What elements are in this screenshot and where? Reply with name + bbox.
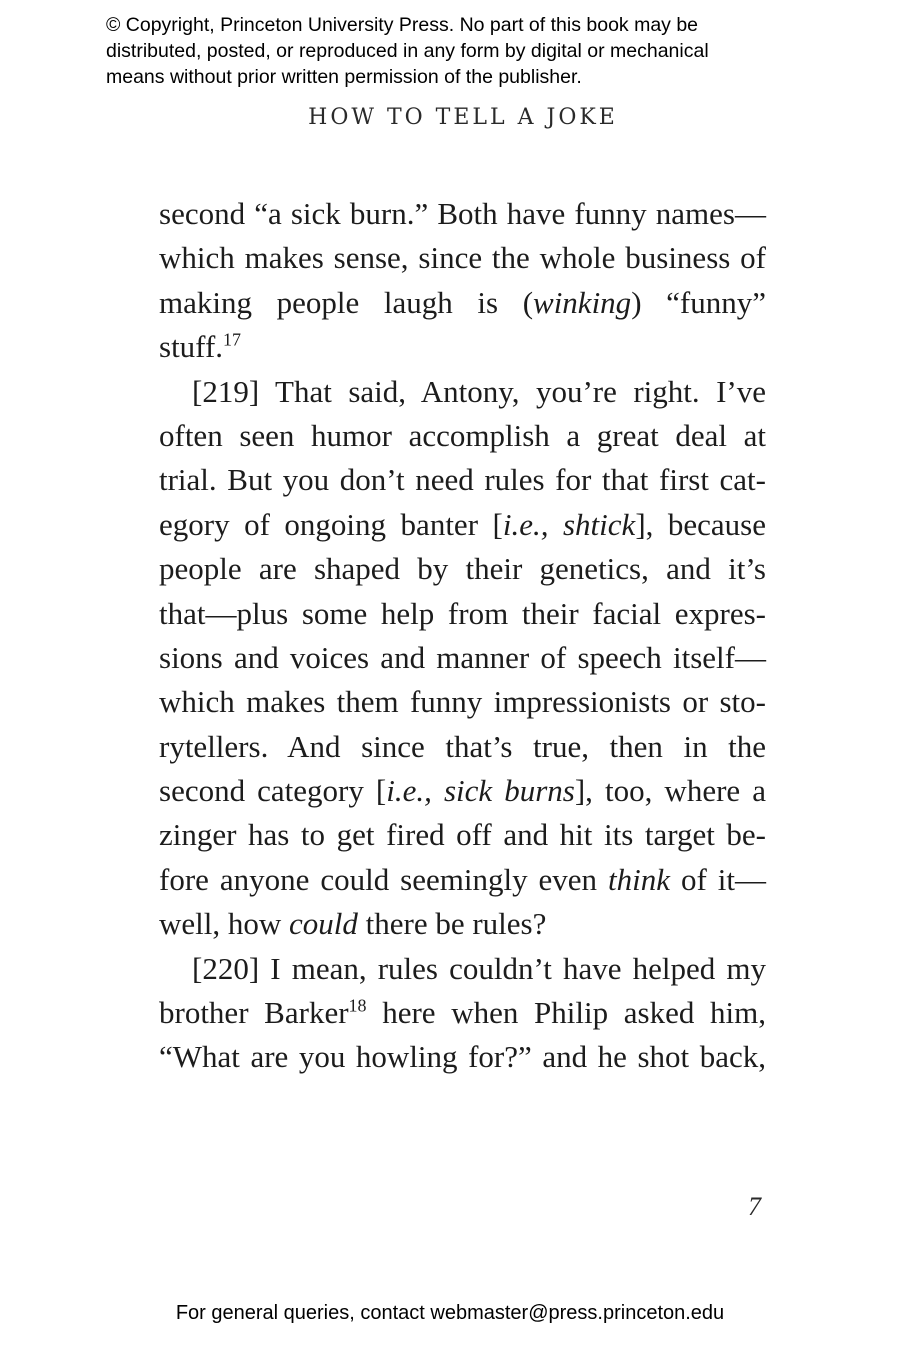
text-line [159, 503, 766, 547]
text-run: ], because [635, 506, 766, 542]
text-run: well, how [159, 906, 290, 942]
text-run: making people laugh is ( [159, 284, 534, 320]
text-line [159, 458, 766, 502]
text-line [159, 947, 766, 991]
text-run: zinger has to get fired off and hit its target be- [159, 817, 766, 853]
text-run: people are shaped by their genetics, and it’s [159, 551, 766, 587]
text-line [159, 680, 766, 724]
text-line [159, 636, 766, 680]
text-run: egory of ongoing banter [ [159, 506, 503, 542]
running-head: HOW TO TELL A JOKE [308, 105, 618, 130]
copyright-notice [106, 12, 826, 90]
text-run: often seen humor accomplish a great deal at [159, 417, 766, 453]
text-line [159, 370, 766, 414]
italic-run: i.e., shtick [502, 506, 636, 542]
text-line [159, 1035, 766, 1079]
text-line [159, 192, 766, 236]
text-line [159, 236, 766, 280]
text-run: brother Barker [159, 995, 349, 1031]
italic-run: could [289, 906, 358, 942]
text-line [159, 902, 766, 946]
copyright-line-2: distributed, posted, or reproduced in any form by digital or mechanical [106, 40, 709, 62]
body-text [159, 192, 766, 1080]
text-run: [220] I mean, rules couldn’t have helped my [192, 950, 766, 986]
footer-contact: For general queries, contact webmaster@press.princeton.edu [175, 1302, 725, 1324]
text-run: which makes them funny impressionists or sto- [159, 684, 766, 720]
text-line [159, 858, 766, 902]
text-line [159, 769, 766, 813]
text-run: there be rules? [357, 906, 547, 942]
text-line [159, 414, 766, 458]
text-run: which makes sense, since the whole business of [159, 240, 766, 276]
text-line [159, 281, 766, 325]
text-run: of it— [670, 861, 766, 897]
italic-run: i.e., sick burns [386, 773, 575, 809]
text-run: that—plus some help from their facial expres- [159, 595, 766, 631]
text-run: “What are you howling for?” and he shot back, [159, 1039, 766, 1075]
text-run: sions and voices and manner of speech itself— [159, 639, 766, 675]
text-run: ], too, where a [574, 773, 766, 809]
text-line [159, 991, 766, 1035]
text-run: second “a sick burn.” Both have funny names— [159, 196, 766, 231]
text-line [159, 725, 766, 769]
page-number: 7 [748, 1192, 761, 1221]
text-line [159, 813, 766, 857]
text-run: stuff. [159, 329, 224, 365]
text-run: fore anyone could seemingly even [159, 861, 609, 897]
text-line [159, 592, 766, 636]
italic-run: winking [533, 284, 632, 320]
text-run: trial. But you don’t need rules for that first cat- [159, 462, 766, 498]
text-line [159, 325, 766, 369]
copyright-line-3: means without prior written permission of the publisher. [106, 66, 582, 88]
text-run: second category [ [159, 773, 387, 809]
footnote-ref: 17 [223, 329, 242, 350]
text-line [159, 547, 766, 591]
text-run: here when Philip asked him, [366, 995, 766, 1031]
text-run: [219] That said, Antony, you’re right. I’ve [192, 373, 766, 409]
italic-run: think [608, 861, 671, 897]
text-run: ) “funny” [631, 284, 766, 320]
footnote-ref: 18 [348, 995, 367, 1016]
text-run: rytellers. And since that’s true, then in the [159, 728, 766, 764]
copyright-line-1: © Copyright, Princeton University Press. No part of this book may be [106, 14, 699, 36]
